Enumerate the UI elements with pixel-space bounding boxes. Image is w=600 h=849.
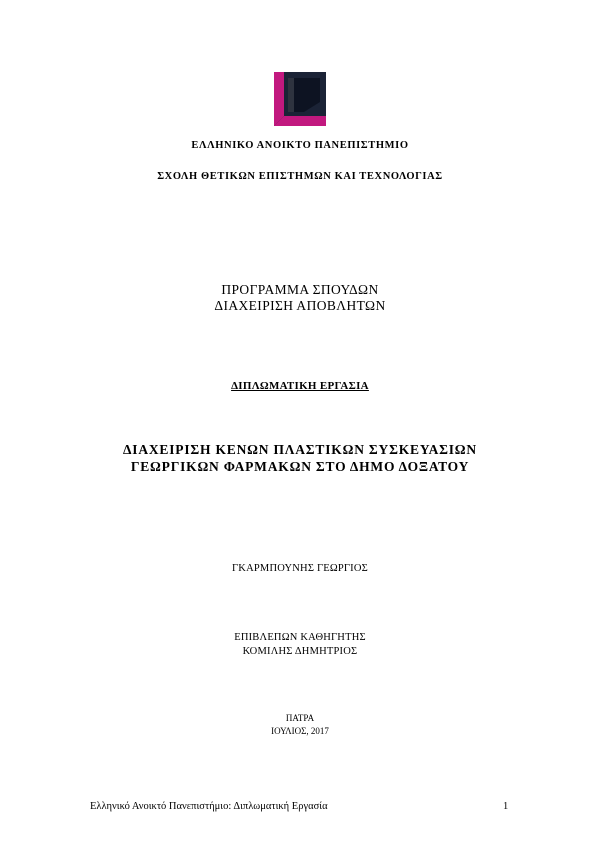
author-name: ΓΚΑΡΜΠΟΥΝΗΣ ΓΕΩΡΓΙΟΣ xyxy=(232,563,368,574)
thesis-title-line-2: ΓΕΩΡΓΙΚΩΝ ΦΑΡΜΑΚΩΝ ΣΤΟ ΔΗΜΟ ΔΟΞΑΤΟΥ xyxy=(130,459,470,474)
supervisor-label: ΕΠΙΒΛΕΠΩΝ ΚΑΘΗΓΗΤΗΣ xyxy=(234,632,366,643)
page-number: 1 xyxy=(503,801,509,812)
university-name: ΕΛΛΗΝΙΚΟ ΑΝΟΙΚΤΟ ΠΑΝΕΠΙΣΤΗΜΙΟ xyxy=(191,140,409,151)
date: ΙΟΥΛΙΟΣ, 2017 xyxy=(271,726,329,736)
program-title: ΠΡΟΓΡΑΜΜΑ ΣΠΟΥΔΩΝ xyxy=(221,282,379,297)
supervisor-name: ΚΟΜΙΛΗΣ ΔΗΜΗΤΡΙΟΣ xyxy=(242,646,358,657)
thesis-title-line-1: ΔΙΑΧΕΙΡΙΣΗ ΚΕΝΩΝ ΠΛΑΣΤΙΚΩΝ ΣΥΣΚΕΥΑΣΙΩΝ xyxy=(123,442,477,457)
thesis-type: ΔΙΠΛΩΜΑΤΙΚΗ ΕΡΓΑΣΙΑ xyxy=(231,380,369,392)
city: ΠΑΤΡΑ xyxy=(285,713,315,723)
school-name: ΣΧΟΛΗ ΘΕΤΙΚΩΝ ΕΠΙΣΤΗΜΩΝ ΚΑΙ ΤΕΧΝΟΛΟΓΙΑΣ xyxy=(157,171,443,182)
program-name: ΔΙΑΧΕΙΡΙΣΗ ΑΠΟΒΛΗΤΩΝ xyxy=(214,298,386,313)
university-logo-icon xyxy=(274,72,326,126)
page-footer: Ελληνικό Ανοικτό Πανεπιστήμιο: Διπλωματική Εργασία xyxy=(90,801,328,812)
